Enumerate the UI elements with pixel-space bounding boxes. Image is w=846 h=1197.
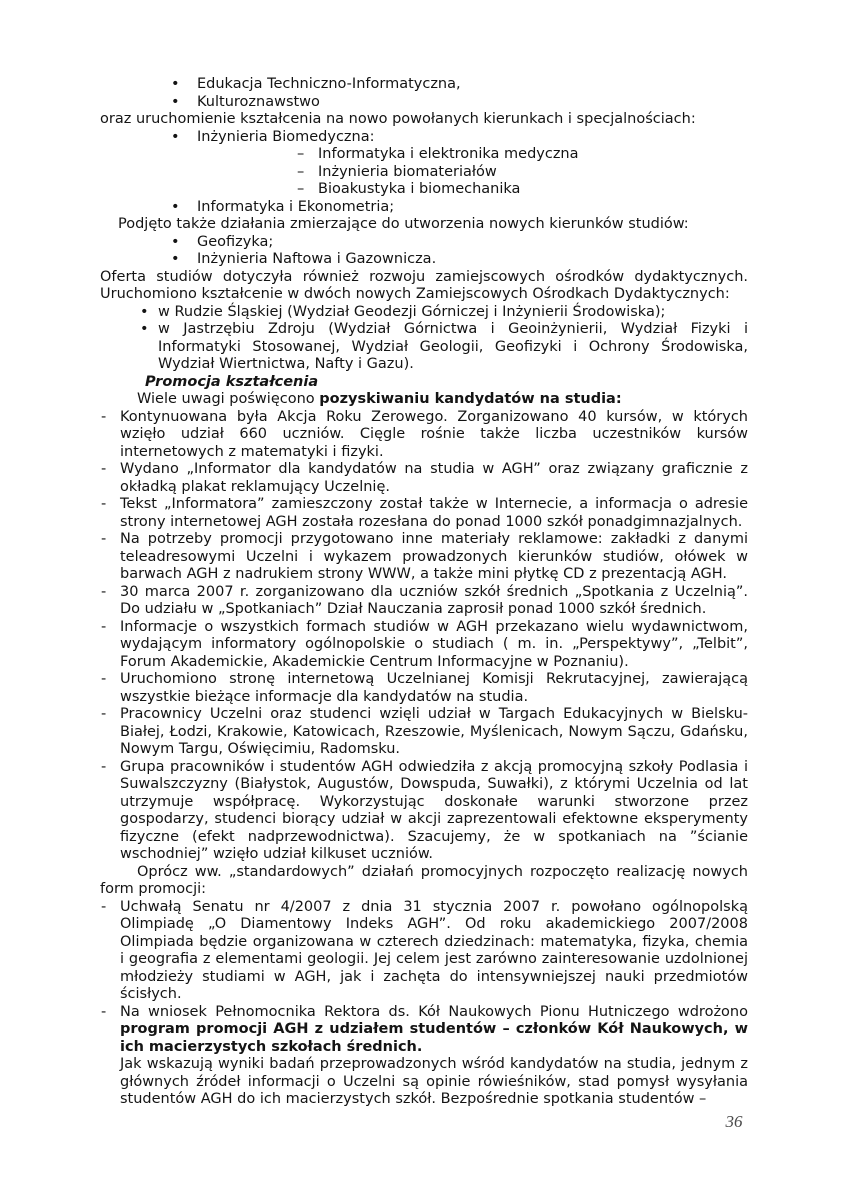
paragraph-wiele-uwagi [100, 391, 748, 409]
list-item-jastrzebie-zdroj: • w Jastrzębiu Zdroju (Wydział Górnictwa i Geoinżynierii, Wydział Fizyki i Informatyki Stosowanej, Wydział Geologii, Geofizyki i Ochrony Środowiska, Wydział Wiertnictwa, Nafty i Gazu). [100, 321, 748, 374]
paragraph-oferta: Oferta studiów dotyczyła również rozwoju zamiejscowych ośrodków dydaktycznych. Uruchomiono kształcenie w dwóch nowych Zamiejscowych Ośrodkach Dydaktycznych: [100, 268, 748, 302]
list-item-inzynieria-naftowa: • Inżynieria Naftowa i Gazownicza. [100, 251, 748, 269]
list-item-edukacja: • Edukacja Techniczno-Informatyczna, [100, 76, 748, 94]
new-form-item-program-promocji-continuation: Jak wskazują wyniki badań przeprowadzonych wśród kandydatów na studia, jednym z głównych źródeł informacji o Uczelni są opinie rówieśników, stad pomysł wysyłania studentów AGH do ich macierzystych szkół. Bezpośrednie spotkania studentów – [120, 1056, 748, 1107]
list-item-kulturoznawstwo: • Kulturoznawstwo [100, 94, 748, 112]
list-item-ruda-slaska: • w Rudzie Śląskiej (Wydział Geodezji Górniczej i Inżynierii Środowiska); [100, 304, 748, 322]
promo-item-informator: - Wydano „Informator dla kandydatów na studia w AGH” oraz związany graficznie z okładką plakat reklamujący Uczelnię. [100, 461, 748, 496]
page-number: 36 [725, 1112, 743, 1131]
paragraph-podjeto: Podjęto także działania zmierzające do utworzenia nowych kierunków studiów: [118, 216, 689, 232]
promo-item-tekst-informatora: - Tekst „Informatora” zamieszczony został także w Internecie, a informacja o adresie strony internetowej AGH została rozesłana do ponad 1000 szkół ponadgimnazjalnych. [100, 496, 748, 531]
list-item-geofizyka: • Geofizyka; [100, 234, 748, 252]
promo-item-informacje-wydawnictwa: - Informacje o wszystkich formach studiów w AGH przekazano wielu wydawnictwom, wydającym informatory ogólnopolskie o studiach ( m. in. „Perspektywy”, „Telbit”, Forum Akademickie, Akademickie Centrum Informacyjne w Poznaniu). [100, 619, 748, 672]
list-item-informatyka-ekonometria: • Informatyka i Ekonometria; [100, 199, 748, 217]
promo-item-spotkania-z-uczelnia: - 30 marca 2007 r. zorganizowano dla uczniów szkół średnich „Spotkania z Uczelnią”. Do udziału w „Spotkaniach” Dział Nauczania zaprosił ponad 1000 szkół średnich. [100, 584, 748, 619]
program-promocji-normal: Na wniosek Pełnomocnika Rektora ds. Kół Naukowych Pionu Hutniczego wdrożono [120, 1003, 748, 1020]
list-item-inzynieria-biomedyczna: • Inżynieria Biomedyczna: [100, 129, 748, 147]
new-form-item-program-promocji [100, 1004, 748, 1109]
new-form-item-program-promocji-lead [120, 1004, 748, 1057]
promo-item-akcja-roku-zerowego: - Kontynuowana była Akcja Roku Zerowego. Zorganizowano 40 kursów, w których wzięło udział 660 uczniów. Cięgle rośnie także liczba uczestników kursów internetowych z matematyki i fizyki. [100, 409, 748, 462]
promo-item-strona-komisji: - Uruchomiono stronę internetową Uczelnianej Komisji Rekrutacyjnej, zawierającą wszystkie bieżące informacje dla kandydatów na studia. [100, 671, 748, 706]
promo-item-akcja-podlasie: - Grupa pracowników i studentów AGH odwiedziła z akcją promocyjną szkoły Podlasia i Suwalszczyzny (Białystok, Augustów, Dowspuda, Suwałki), z którymi Uczelnia od lat utrzymuje współpracę. Wykorzystując doskonałe warunki stworzone przez gospodarzy, studenci biorący udział w akcji zaprezentowali efektowne eksperymenty fizyczne (efekt nadprzewodnictwa). Szacujemy, że w spotkaniach na ”ścianie wschodniej” wzięło udział kilkuset uczniów. [100, 759, 748, 864]
sub-item-bioakustyka: – Bioakustyka i biomechanika [100, 181, 748, 199]
sub-item-biomaterialy: – Inżynieria biomateriałów [100, 164, 748, 182]
page-content [100, 76, 748, 1109]
paragraph-wiele-uwagi-bold: pozyskiwaniu kandydatów na studia: [319, 391, 622, 407]
section-heading-promocja: Promocja kształcenia [145, 373, 319, 390]
paragraph-wiele-uwagi-normal: Wiele uwagi poświęcono [137, 391, 320, 407]
paragraph-oprocz: Oprócz ww. „standardowych” działań promocyjnych rozpoczęto realizację nowych form promocji: [100, 863, 748, 897]
promo-item-materialy-reklamowe: - Na potrzeby promocji przygotowano inne materiały reklamowe: zakładki z danymi teleadresowymi Uczelni i wykazem prowadzonych kierunków studiów, ołówek w barwach AGH z nadrukiem strony WWW, a także mini płytkę CD z prezentacją AGH. [100, 531, 748, 584]
paragraph-oraz-uruchomienie: oraz uruchomienie kształcenia na nowo powołanych kierunkach i specjalnościach: [100, 111, 696, 127]
promo-item-targi-edukacyjne: - Pracownicy Uczelni oraz studenci wzięli udział w Targach Edukacyjnych w Bielsku-Białej, Łodzi, Krakowie, Katowicach, Rzeszowie, Myślenicach, Nowym Sączu, Gdańsku, Nowym Targu, Oświęcimiu, Radomsku. [100, 706, 748, 759]
sub-item-informatyka-elektronika: – Informatyka i elektronika medyczna [100, 146, 748, 164]
new-form-item-olimpiada: - Uchwałą Senatu nr 4/2007 z dnia 31 stycznia 2007 r. powołano ogólnopolską Olimpiadę „O Diamentowy Indeks AGH”. Od roku akademickiego 2007/2008 Olimpiada będzie organizowana w czterech dziedzinach: matematyka, fizyka, chemia i geografia z elementami geologii. Jej celem jest zarówno zainteresowanie uzdolnionej młodzieży studiami w AGH, jak i zachęta do intensywniejszej nauki przedmiotów ścisłych. [100, 899, 748, 1004]
program-promocji-bold: program promocji AGH z udziałem studentów – członków Kół Naukowych, w ich macierzystych szkołach średnich. [120, 1021, 748, 1055]
